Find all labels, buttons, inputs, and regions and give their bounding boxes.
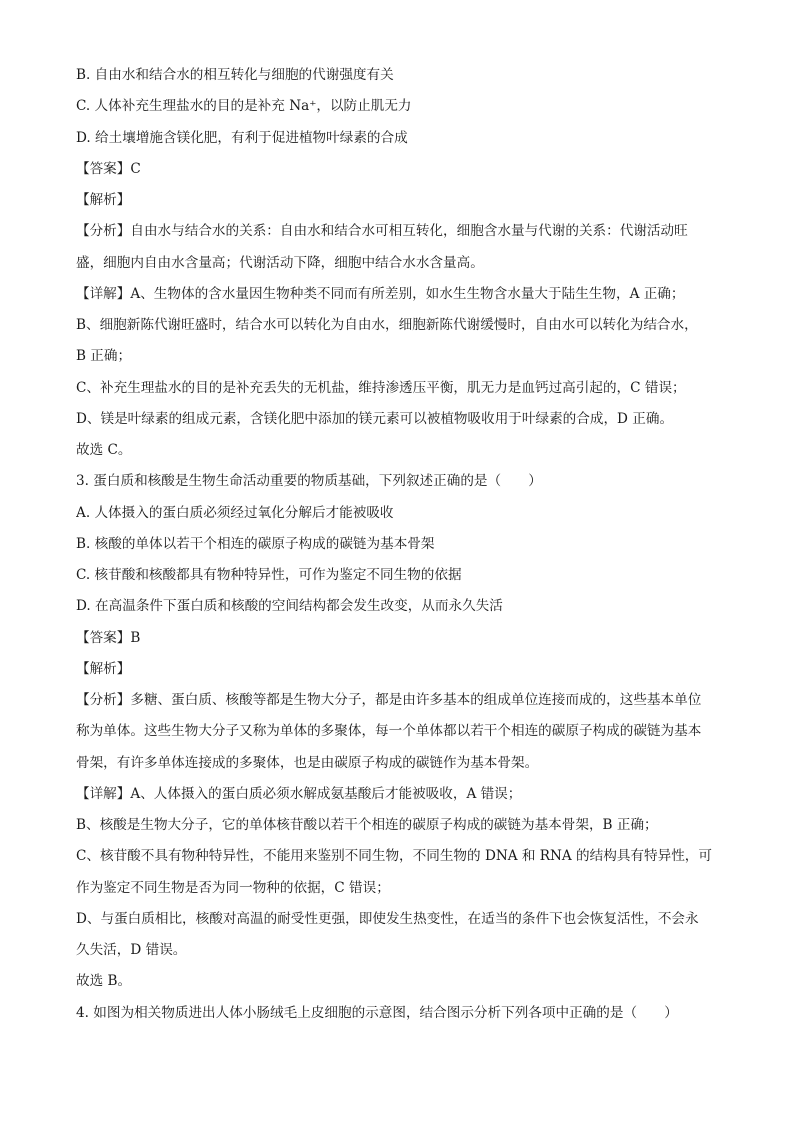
analysis-label: 【解析】 [76,660,131,677]
analysis-text-line: 【分析】自由水与结合水的关系：自由水和结合水可相互转化，细胞含水量与代谢的关系：代谢活动旺 [76,223,688,240]
option-b-line: B. 自由水和结合水的相互转化与细胞的代谢强度有关 [76,67,394,83]
detail-text-line: 作为鉴定不同生物是否为同一物种的依据，C 错误； [76,879,390,896]
analysis-text-line: 骨架，有许多单体连接成的多聚体，也是由碳原子构成的碳链作为基本骨架。 [76,754,539,771]
question-3-option-a: A. 人体摄入的蛋白质必须经过氧化分解后才能被吸收 [76,504,394,521]
conclusion-line: 故选 B。 [76,973,132,990]
question-4-stem: 4. 如图为相关物质进出人体小肠绒毛上皮细胞的示意图，结合图示分析下列各项中正确的是（ ） [76,1004,678,1021]
detail-text-line: B、核酸是生物大分子，它的单体核苷酸以若干个相连的碳原子构成的碳链为基本骨架，B 正确； [76,817,658,833]
conclusion-line: 故选 C。 [76,442,132,458]
detail-text-line: C、补充生理盐水的目的是补充丢失的无机盐，维持渗透压平衡，肌无力是血钙过高引起的，C 错误； [76,379,686,396]
detail-text-line: 【详解】A、人体摄入的蛋白质必须水解成氨基酸后才能被吸收，A 错误； [76,785,522,802]
analysis-text-line: 称为单体。这些生物大分子又称为单体的多聚体，每一个单体都以若干个相连的碳原子构成的碳链为基本 [76,723,702,740]
option-c-line: C. 人体补充生理盐水的目的是补充 Na⁺，以防止肌无力 [76,98,412,115]
answer-label: 【答案】C [76,160,141,177]
detail-text-line: D、镁是叶绿素的组成元素，含镁化肥中添加的镁元素可以被植物吸收用于叶绿素的合成，D 正确。 [76,410,674,427]
detail-text-line: 久失活，D 错误。 [76,942,187,958]
answer-label: 【答案】B [76,629,141,646]
detail-text-line: 【详解】A、生物体的含水量因生物种类不同而有所差别，如水生生物含水量大于陆生生物，A 正确； [76,285,685,302]
question-3-option-d: D. 在高温条件下蛋白质和核酸的空间结构都会发生改变，从而永久失活 [76,598,503,615]
question-3-option-b: B. 核酸的单体以若干个相连的碳原子构成的碳链为基本骨架 [76,535,435,552]
detail-text-line: B、细胞新陈代谢旺盛时，结合水可以转化为自由水，细胞新陈代谢缓慢时，自由水可以转化为结合水， [76,317,698,333]
detail-text-line: D、与蛋白质相比，核酸对高温的耐受性更强，即使发生热变性，在适当的条件下也会恢复活性，不会永 [76,910,699,927]
option-d-line: D. 给土壤增施含镁化肥，有利于促进植物叶绿素的合成 [76,129,408,146]
analysis-text-line: 【分析】多糖、蛋白质、核酸等都是生物大分子，都是由许多基本的组成单位连接而成的，这些基本单位 [76,692,702,708]
question-3-option-c: C. 核苷酸和核酸都具有物种特异性，可作为鉴定不同生物的依据 [76,567,462,583]
analysis-text-line: 盛，细胞内自由水含量高；代谢活动下降，细胞中结合水水含量高。 [76,254,484,271]
detail-text-line: C、核苷酸不具有物种特异性，不能用来鉴别不同生物，不同生物的 DNA 和 RNA 的结构具有特异性，可 [76,848,712,865]
question-3-stem: 3. 蛋白质和核酸是生物生命活动重要的物质基础，下列叙述正确的是（ ） [76,473,542,490]
analysis-label: 【解析】 [76,192,131,208]
detail-text-line: B 正确； [76,348,132,365]
